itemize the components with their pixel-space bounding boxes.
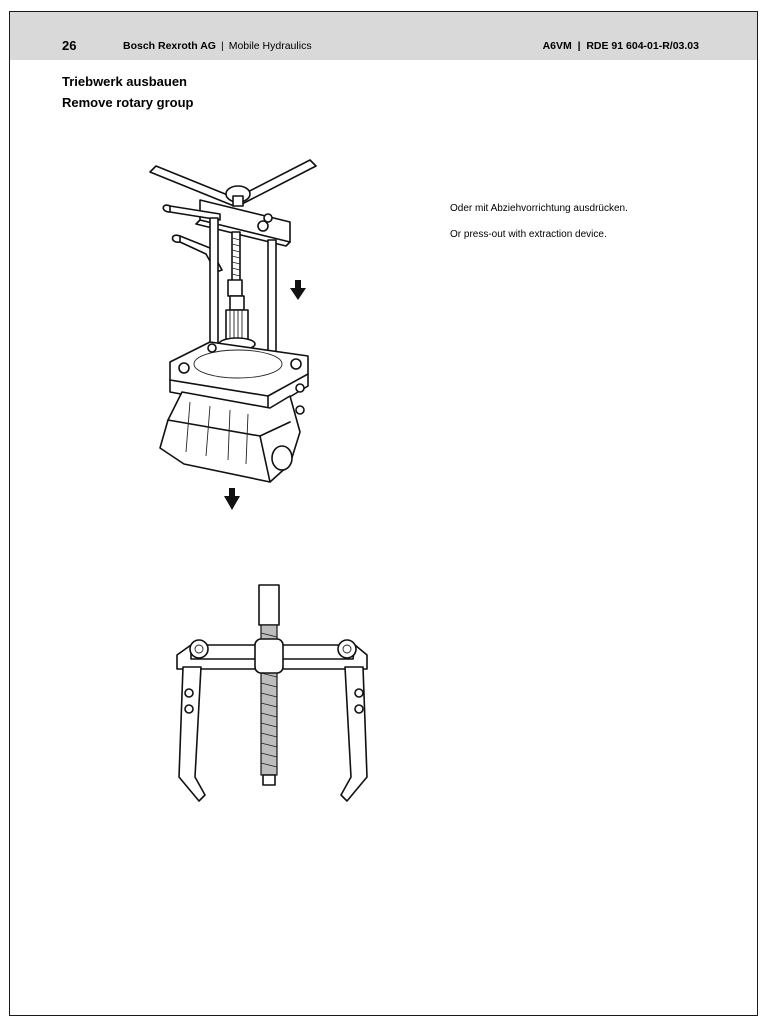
puller-spindle — [259, 585, 279, 785]
section-title-german: Triebwerk ausbauen — [62, 74, 187, 89]
arrow-down-upper — [290, 280, 306, 300]
division-name: Mobile Hydraulics — [228, 40, 312, 52]
page-frame — [9, 11, 758, 1016]
cross-handle — [150, 160, 316, 206]
arrow-down-lower — [224, 488, 240, 510]
instruction-text-german: Oder mit Abziehvorrichtung ausdrücken. — [450, 203, 628, 214]
instruction-text-english: Or press-out with extraction device. — [450, 229, 607, 240]
pump-housing — [160, 384, 304, 482]
guide-rod-left — [210, 218, 218, 354]
section-title-english: Remove rotary group — [62, 95, 194, 110]
splined-shaft — [219, 296, 255, 350]
press-out-device-illustration — [140, 152, 360, 522]
two-arm-puller-illustration — [155, 577, 385, 812]
header-separator: | — [220, 40, 224, 52]
company-name: Bosch Rexroth AG — [123, 40, 216, 52]
company-line — [123, 40, 312, 52]
page-number: 26 — [62, 38, 77, 53]
threaded-spindle — [228, 232, 242, 296]
header-band — [10, 12, 757, 60]
document-reference: A6VM | RDE 91 604-01-R/03.03 — [542, 40, 699, 52]
